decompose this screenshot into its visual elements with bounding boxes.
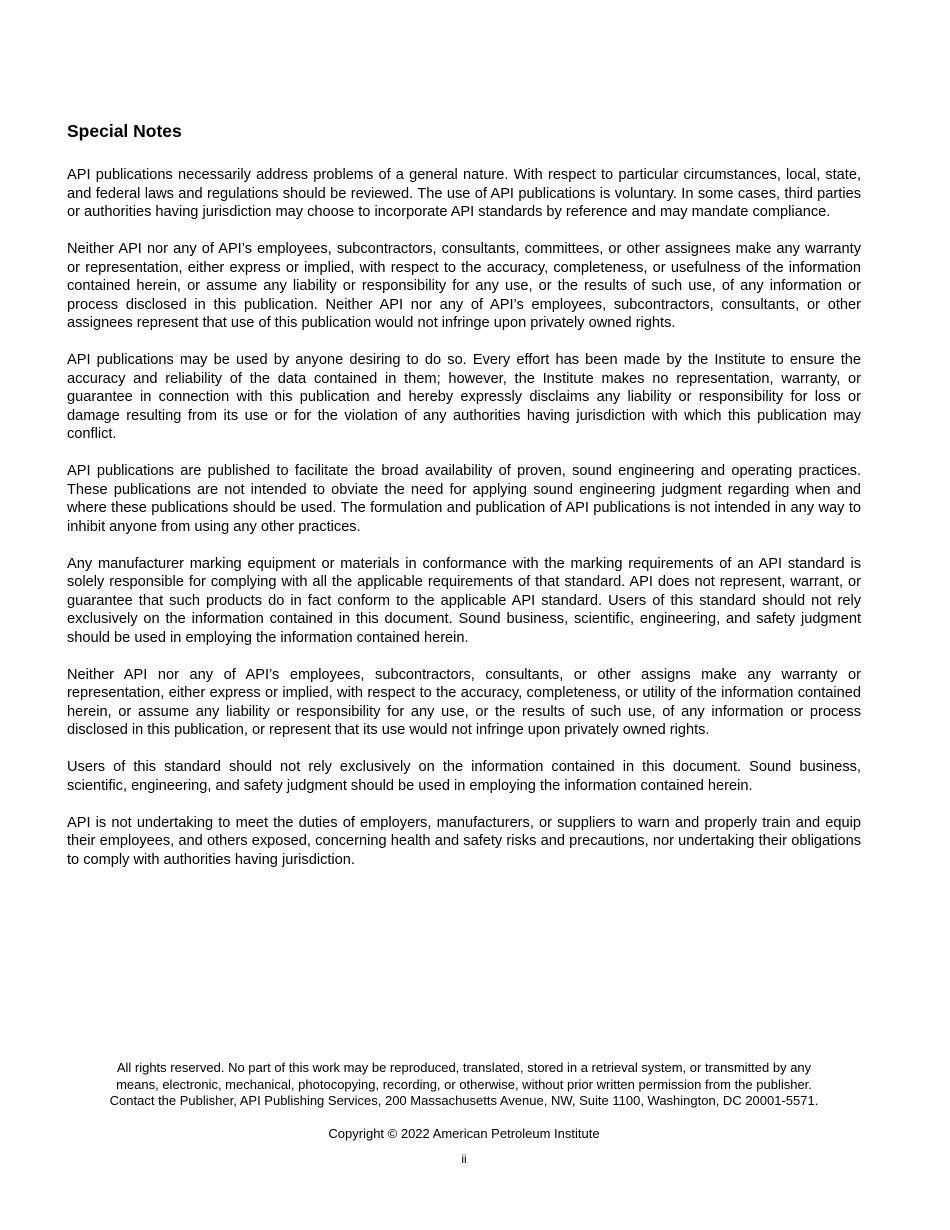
rights-line: All rights reserved. No part of this work may be reproduced, translated, stored in a retrieval system, or transmitted by any <box>116 1060 812 1075</box>
notes-paragraph: Neither API nor any of API’s employees, subcontractors, consultants, committees, or other assignees make any warranty or representation, either express or implied, with respect to the accuracy, completeness, or usefulness of the information contained herein, or assume any liability or responsibility for any use, or the results of such use, of any information or process disclosed in this publication. Neither API nor any of API’s employees, subcontractors, consultants, or other assignees represent that use of this publication would not infringe upon privately owned rights. <box>67 241 861 331</box>
page-title: Special Notes <box>67 121 182 141</box>
notes-paragraph: Users of this standard should not rely exclusively on the information contained in this document. Sound business, scientific, engineering, and safety judgment should be used in employing the information contained herein. <box>67 759 861 794</box>
notes-paragraph: Neither API nor any of API’s employees, subcontractors, consultants, or other assigns make any warranty or representation, either express or implied, with respect to the accuracy, completeness, or utility of the information contained herein, or assume any liability or responsibility for any use, or the results of such use, of any information or process disclosed in this publication, or represent that its use would not infringe upon privately owned rights. <box>67 666 861 738</box>
copyright-notice: Copyright © 2022 American Petroleum Institute <box>328 1126 600 1141</box>
notes-paragraph: API is not undertaking to meet the duties of employers, manufacturers, or suppliers to warn and properly train and equip their employees, and others exposed, concerning health and safety risks and precautions, nor undertaking their obligations to comply with authorities having jurisdiction. <box>67 814 861 868</box>
rights-notice <box>40 1060 888 1110</box>
rights-line: Contact the Publisher, API Publishing Services, 200 Massachusetts Avenue, NW, Suite 1100, Washington, DC 20001-5571. <box>109 1093 819 1108</box>
notes-paragraph: API publications are published to facilitate the broad availability of proven, sound engineering and operating practices. These publications are not intended to obviate the need for applying sound engineering judgment regarding when and where these publications should be used. The formulation and publication of API publications is not intended in any way to inhibit anyone from using any other practices. <box>67 463 861 535</box>
notes-paragraph: API publications necessarily address problems of a general nature. With respect to particular circumstances, local, state, and federal laws and regulations should be reviewed. The use of API publications is voluntary. In some cases, third parties or authorities having jurisdiction may choose to incorporate API standards by reference and may mandate compliance. <box>67 167 861 220</box>
notes-paragraph: API publications may be used by anyone desiring to do so. Every effort has been made by the Institute to ensure the accuracy and reliability of the data contained in them; however, the Institute makes no representation, warranty, or guarantee in connection with this publication and hereby expressly disclaims any liability or responsibility for loss or damage resulting from its use or for the violation of any authorities having jurisdiction with which this publication may conflict. <box>67 352 861 442</box>
rights-line: means, electronic, mechanical, photocopying, recording, or otherwise, without prior written permission from the publisher. <box>116 1076 812 1092</box>
special-notes-body <box>67 166 861 888</box>
page-number: ii <box>461 1152 467 1166</box>
notes-paragraph: Any manufacturer marking equipment or materials in conformance with the marking requirements of an API standard is solely responsible for complying with all the applicable requirements of that standard. API does not represent, warrant, or guarantee that such products do in fact conform to the applicable API standard. Users of this standard should not rely exclusively on the information contained in this document. Sound business, scientific, engineering, and safety judgment should be used in employing the information contained herein. <box>67 555 861 646</box>
